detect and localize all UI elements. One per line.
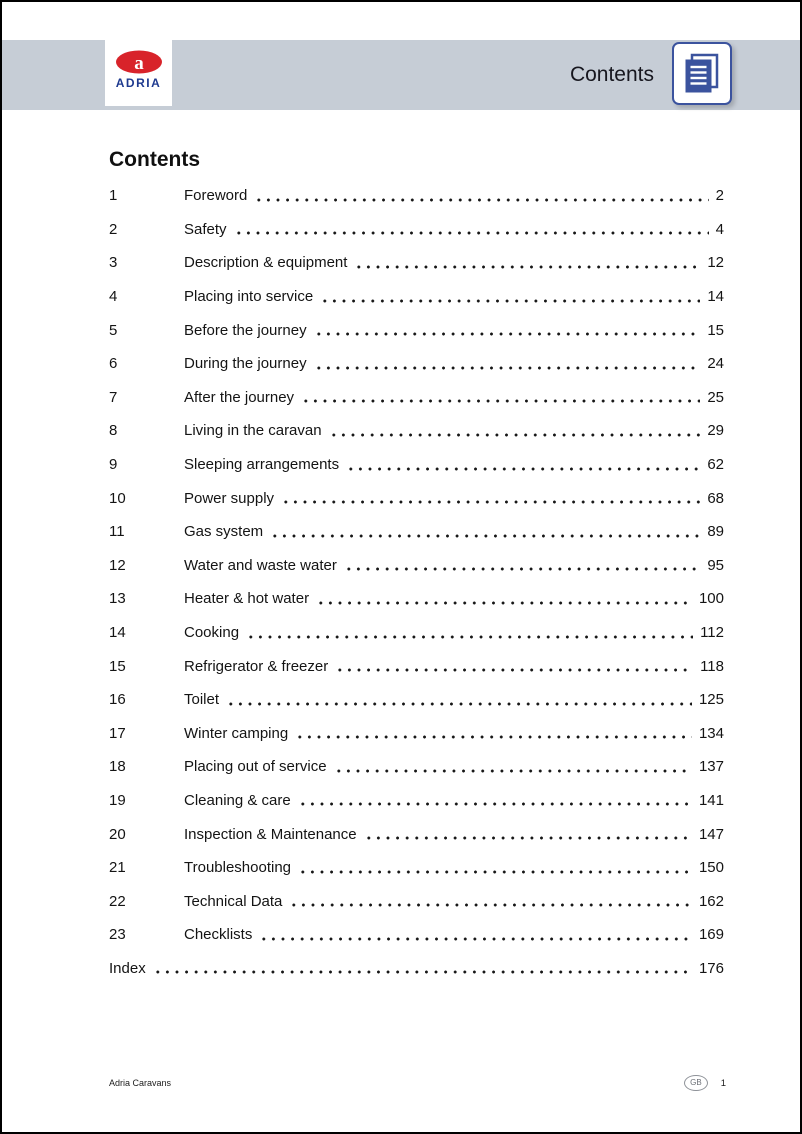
dot-leader [314,332,701,336]
dot-leader [335,668,693,672]
dot-leader [153,970,692,974]
toc-entry-number: 3 [109,254,118,272]
toc-entry-title: Description & equipment [184,254,348,272]
toc-entry-page: 134 [698,724,724,742]
toc-entry-number: 7 [109,388,118,406]
toc-row [109,448,724,482]
toc-row [109,213,724,247]
toc-entry-title: Safety [184,220,227,238]
toc-entry-number: 16 [109,691,126,709]
toc-entry-page: 118 [700,657,724,675]
toc-entry-number: 15 [109,657,126,675]
toc-entry-number: 13 [109,590,126,608]
toc-entry-title: Toilet [184,691,220,709]
dot-leader [298,802,692,806]
toc-entry-number: 6 [109,355,118,373]
toc-row [109,481,724,515]
dot-leader [354,265,700,269]
toc-entry-title: Water and waste water [184,556,337,574]
toc-entry-page: 15 [707,321,724,339]
toc-row [109,717,724,751]
toc-entry-title: Living in the caravan [184,422,322,440]
toc-entry-page: 14 [707,288,724,306]
toc-entry-page: 125 [698,691,724,709]
dot-leader [346,467,700,471]
toc-entry-title: Index [109,959,146,977]
toc-entry-page: 150 [698,859,724,877]
footer-brand: Adria Caravans [109,1078,172,1088]
toc-entry-page: 141 [698,791,724,809]
toc-row [109,414,724,448]
toc-entry-page: 176 [698,959,724,977]
toc-row [109,884,724,918]
toc-row [109,549,724,583]
toc-entry-title: Inspection & Maintenance [184,825,357,843]
toc-row [109,750,724,784]
content-area [109,147,724,985]
adria-brand-text: ADRIA [115,75,162,90]
toc-entry-page: 95 [707,556,724,574]
dot-leader [226,702,692,706]
document-icon [684,53,720,95]
toc-entry-title: After the journey [184,388,295,406]
toc-entry-page: 100 [698,590,724,608]
dot-leader [301,399,700,403]
toc-entry-number: 17 [109,724,126,742]
adria-logo [105,33,172,106]
toc-entry-page: 68 [707,489,724,507]
toc-entry-page: 89 [707,523,724,541]
dot-leader [234,231,709,235]
dot-leader [295,735,692,739]
toc-entry-number: 10 [109,489,126,507]
toc-entry-number: 9 [109,456,118,474]
toc-entry-title: Refrigerator & freezer [184,657,329,675]
toc-entry-number: 11 [109,523,125,541]
toc-entry-title: Winter camping [184,724,289,742]
toc-entry-title: During the journey [184,355,307,373]
toc-entry-title: Power supply [184,489,275,507]
toc-row [109,817,724,851]
toc-entry-number: 8 [109,422,118,440]
toc-entry-title: Cleaning & care [184,791,291,809]
dot-leader [289,903,692,907]
toc-row [109,347,724,381]
toc-entry-number: 14 [109,624,126,642]
toc-entry-page: 169 [698,926,724,944]
toc-entry-number: 20 [109,825,126,843]
toc-entry-number: 18 [109,758,126,776]
dot-leader [320,299,700,303]
toc-entry-page: 29 [707,422,724,440]
dot-leader [254,198,708,202]
dot-leader [316,601,692,605]
toc-entry-title: Cooking [184,624,240,642]
toc-entry-number: 23 [109,926,126,944]
toc-entry-title: Sleeping arrangements [184,456,340,474]
toc-row [109,952,724,986]
dot-leader [329,433,701,437]
toc-entry-title: Gas system [184,523,264,541]
toc-entry-number: 5 [109,321,118,339]
dot-leader [270,534,700,538]
language-badge: GB [684,1075,708,1091]
toc-entry-page: 147 [698,825,724,843]
toc-row [109,649,724,683]
dot-leader [298,870,692,874]
toc-entry-number: 22 [109,892,126,910]
toc-entry-title: Foreword [184,187,248,205]
toc-row [109,582,724,616]
toc-row [109,179,724,213]
footer-page-number: 1 [720,1077,726,1089]
toc-entry-number: 19 [109,791,126,809]
toc-entry-page: 162 [698,892,724,910]
dot-leader [344,567,700,571]
page-footer [109,1074,726,1092]
toc-row [109,918,724,952]
toc-list [109,179,724,985]
toc-row [109,246,724,280]
toc-entry-title: Placing out of service [184,758,327,776]
toc-entry-page: 62 [707,456,724,474]
toc-entry-title: Troubleshooting [184,859,292,877]
toc-entry-page: 137 [698,758,724,776]
toc-entry-page: 25 [707,388,724,406]
toc-entry-number: 4 [109,288,118,306]
toc-row [109,616,724,650]
dot-leader [281,500,700,504]
toc-row [109,280,724,314]
adria-logo-mark-icon [115,50,163,74]
toc-entry-number: 12 [109,556,126,574]
toc-entry-title: Before the journey [184,321,307,339]
dot-leader [314,366,701,370]
toc-entry-page: 112 [700,624,724,642]
toc-entry-page: 2 [715,187,724,205]
dot-leader [246,635,693,639]
toc-entry-number: 2 [109,220,118,238]
toc-entry-page: 4 [715,220,724,238]
toc-row [109,851,724,885]
header-title: Contents [569,63,654,86]
toc-entry-title: Technical Data [184,892,283,910]
toc-row [109,683,724,717]
toc-entry-page: 24 [707,355,724,373]
page-title: Contents [109,148,200,171]
toc-row [109,515,724,549]
header-band [2,40,800,110]
dot-leader [334,769,692,773]
dot-leader [259,937,692,941]
toc-row [109,313,724,347]
toc-entry-title: Placing into service [184,288,314,306]
contents-icon-box [672,42,732,105]
toc-entry-title: Heater & hot water [184,590,310,608]
dot-leader [364,836,692,840]
svg-text:a: a [133,52,144,74]
toc-row [109,381,724,415]
toc-entry-page: 12 [707,254,724,272]
toc-entry-number: 21 [109,859,126,877]
toc-row [109,784,724,818]
toc-entry-number: 1 [109,187,118,205]
toc-entry-title: Checklists [184,926,253,944]
